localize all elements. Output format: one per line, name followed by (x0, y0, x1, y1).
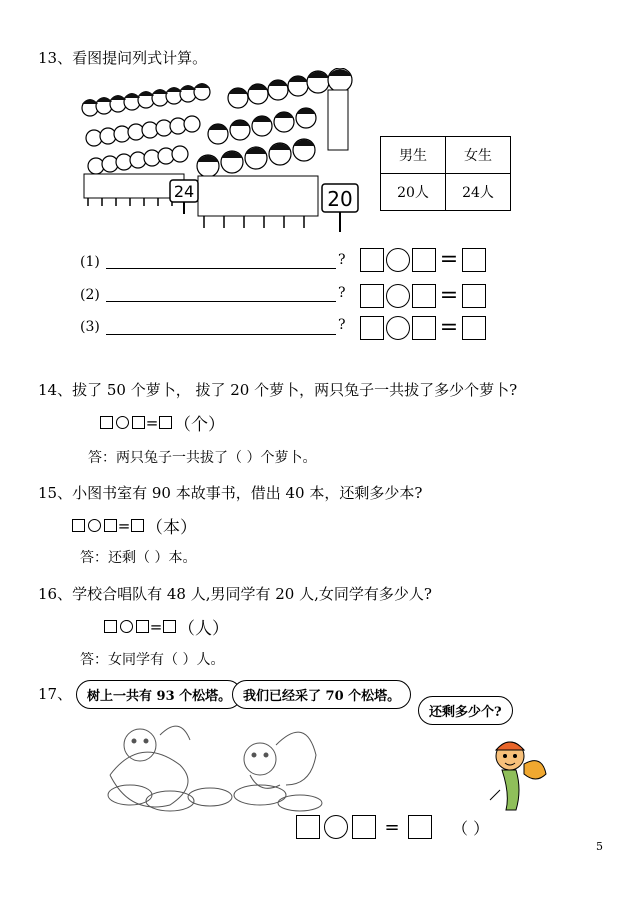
blank-box[interactable] (360, 248, 384, 272)
blank-box[interactable] (136, 620, 149, 633)
sign-left-number: 24 (173, 182, 195, 201)
q13-row3-label: (3) (80, 319, 100, 335)
q13-row1-equation (360, 247, 486, 272)
sign-right-number: 20 (327, 187, 353, 211)
q13-row2-equation (360, 283, 486, 308)
unit-label: （本） (146, 518, 197, 538)
q16-equation (104, 614, 229, 639)
result-box[interactable] (163, 620, 176, 633)
equals-sign: = (439, 315, 459, 340)
q17-equation (296, 815, 489, 839)
equals-sign: = (149, 617, 163, 636)
table-value-girls: 24人 (446, 174, 511, 211)
equals-sign: = (117, 516, 131, 535)
equals-sign: = (439, 283, 459, 308)
q14-answer: 答：两只兔子一共拔了（ ）个萝卜。 (88, 450, 317, 466)
result-box[interactable] (131, 519, 144, 532)
blank-box[interactable] (104, 620, 117, 633)
speech-bubble-picked: 我们已经采了 70 个松塔。 (232, 680, 411, 709)
q13-row1-answer-line[interactable] (106, 268, 336, 269)
gender-table (380, 136, 511, 211)
operator-circle[interactable] (386, 316, 410, 340)
operator-circle[interactable] (386, 248, 410, 272)
equals-sign: = (384, 816, 400, 838)
operator-circle[interactable] (386, 284, 410, 308)
table-value-boys: 20人 (381, 174, 446, 211)
q16-text: 16、学校合唱队有 48 人,男同学有 20 人,女同学有多少人? (38, 585, 432, 603)
result-box[interactable] (462, 248, 486, 272)
blank-box[interactable] (132, 416, 145, 429)
result-box[interactable] (462, 284, 486, 308)
q13-title: 13、看图提问列式计算。 (38, 49, 208, 67)
q13-row1-question-mark: ? (338, 252, 346, 268)
blank-box[interactable] (72, 519, 85, 532)
q13-row2-label: (2) (80, 287, 100, 303)
squirrels-illustration (100, 715, 330, 815)
q13-row3-equation (360, 315, 486, 340)
result-box[interactable] (462, 316, 486, 340)
blank-box[interactable] (360, 316, 384, 340)
result-box[interactable] (408, 815, 432, 839)
table-header-girls: 女生 (446, 137, 511, 174)
q16-answer: 答：女同学有（ ）人。 (80, 652, 225, 668)
page-number: 5 (596, 840, 603, 853)
speech-bubble-question: 还剩多少个? (418, 696, 513, 725)
q14-text: 14、拔了 50 个萝卜， 拔了 20 个萝卜，两只兔子一共拔了多少个萝卜? (38, 381, 518, 399)
result-box[interactable] (159, 416, 172, 429)
table-header-boys: 男生 (381, 137, 446, 174)
q13-row2-question-mark: ? (338, 285, 346, 301)
blank-box[interactable] (352, 815, 376, 839)
unit-label: （人） (178, 619, 229, 639)
q13-row3-answer-line[interactable] (106, 334, 336, 335)
equals-sign: = (439, 247, 459, 272)
unit-label: （个） (174, 415, 225, 435)
q14-equation (100, 410, 225, 435)
operator-circle[interactable] (120, 620, 133, 633)
speech-bubble-total: 树上一共有 93 个松塔。 (76, 680, 242, 709)
operator-circle[interactable] (116, 416, 129, 429)
q15-answer: 答：还剩（ ）本。 (80, 550, 197, 566)
blank-box[interactable] (412, 248, 436, 272)
blank-box[interactable] (360, 284, 384, 308)
q13-row3-question-mark: ? (338, 317, 346, 333)
blank-box[interactable] (104, 519, 117, 532)
operator-circle[interactable] (88, 519, 101, 532)
blank-box[interactable] (412, 316, 436, 340)
q13-row1-label: (1) (80, 254, 100, 270)
q17-number: 17、 (38, 685, 73, 703)
blank-box[interactable] (296, 815, 320, 839)
q13-row2-answer-line[interactable] (106, 301, 336, 302)
unit-label: （ ） (452, 818, 490, 838)
cartoon-figure (480, 734, 550, 814)
blank-box[interactable] (100, 416, 113, 429)
children-illustration (78, 68, 360, 238)
blank-box[interactable] (412, 284, 436, 308)
equals-sign: = (145, 413, 159, 432)
operator-circle[interactable] (324, 815, 348, 839)
q15-text: 15、小图书室有 90 本故事书，借出 40 本，还剩多少本? (38, 484, 423, 502)
q15-equation (72, 513, 197, 538)
